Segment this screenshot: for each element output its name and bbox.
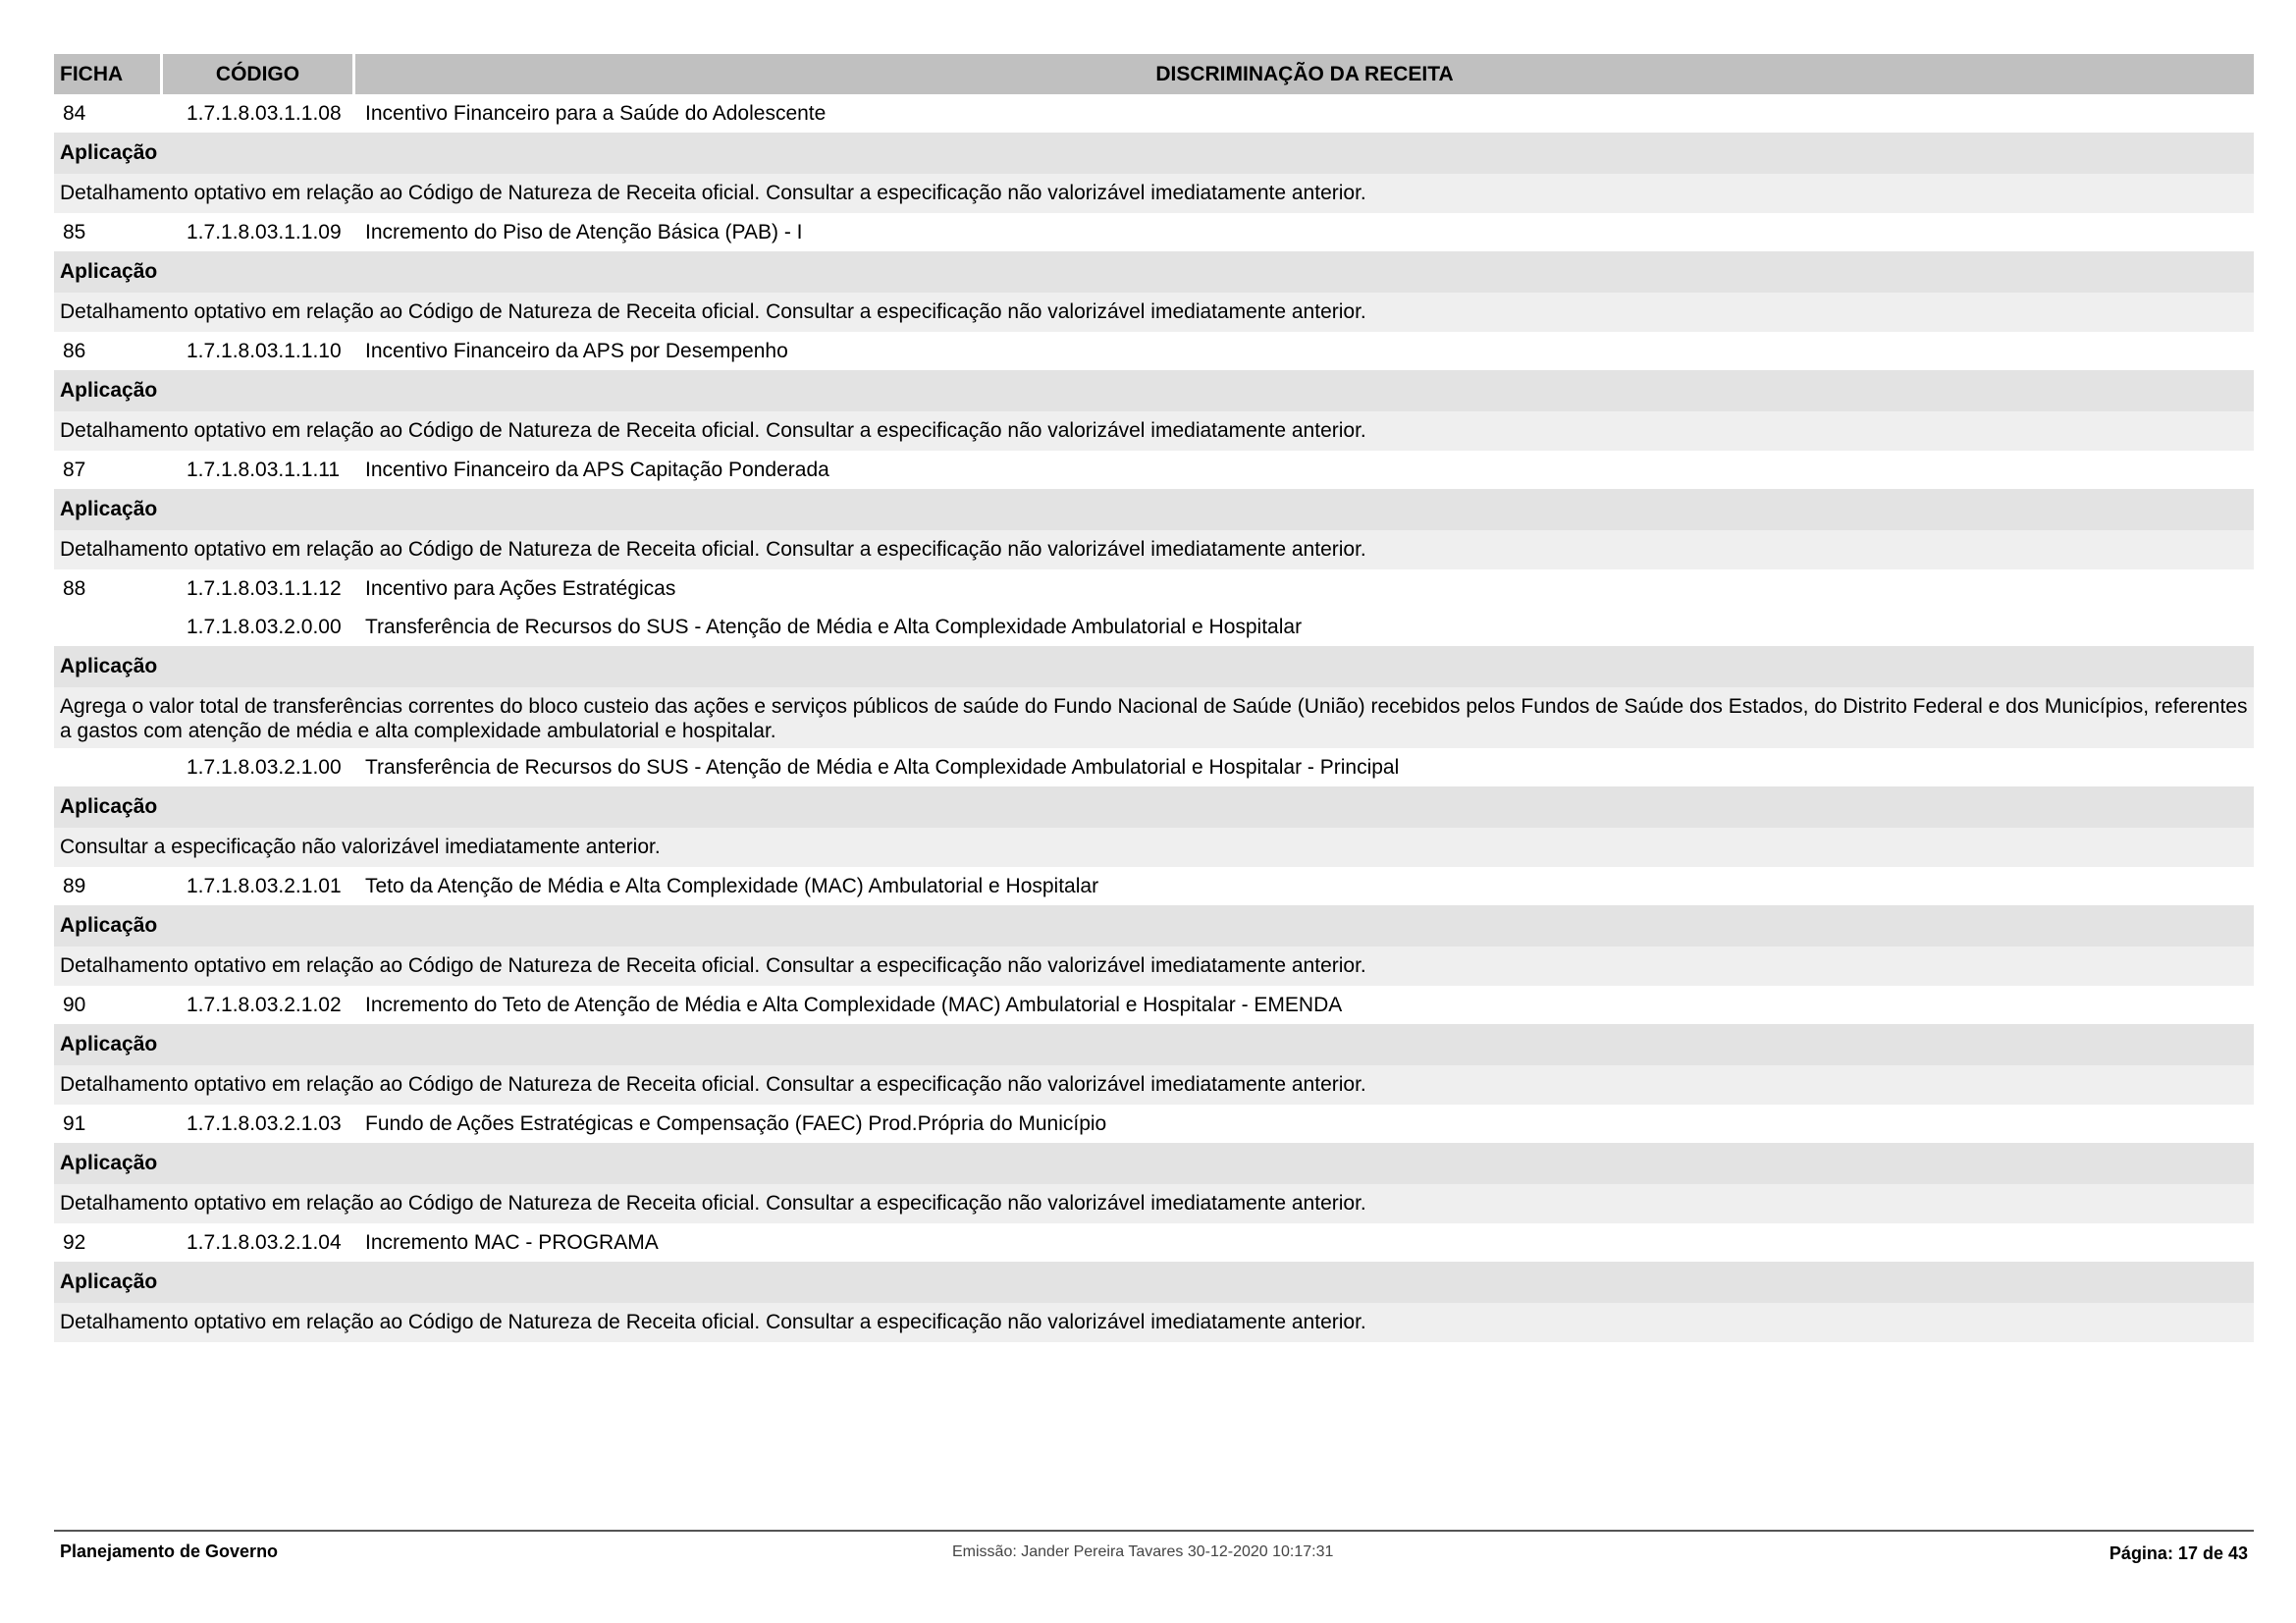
aplicacao-label-row: Aplicação [54, 133, 2254, 174]
aplicacao-text-row: Detalhamento optativo em relação ao Código de Natureza de Receita oficial. Consultar a especificação não valorizável imediatamente anterior. [54, 1184, 2254, 1223]
page-footer [54, 1530, 2254, 1571]
codigo-cell: 1.7.1.8.03.2.1.03 [187, 1111, 342, 1135]
table-header [54, 54, 2254, 94]
aplicacao-text-row: Detalhamento optativo em relação ao Código de Natureza de Receita oficial. Consultar a especificação não valorizável imediatamente anterior. [54, 411, 2254, 451]
aplicacao-label-row: Aplicação [54, 1024, 2254, 1065]
codigo-cell: 1.7.1.8.03.1.1.10 [187, 339, 342, 362]
revenue-item-row [54, 867, 2254, 905]
codigo-cell: 1.7.1.8.03.2.1.02 [187, 993, 342, 1016]
ficha-cell: 92 [63, 1230, 86, 1254]
descricao-cell: Incentivo Financeiro para a Saúde do Adolescente [365, 101, 827, 125]
ficha-cell: 88 [63, 576, 86, 600]
descricao-cell: Transferência de Recursos do SUS - Atenção de Média e Alta Complexidade Ambulatorial e Hospitalar [365, 615, 1303, 638]
revenue-item-row [54, 94, 2254, 133]
aplicacao-text-row: Agrega o valor total de transferências correntes do bloco custeio das ações e serviços públicos de saúde do Fundo Nacional de Saúde (União) recebidos pelos Fundos de Saúde dos Estados, do Distrito Federal e dos Municípios, referentes a gastos com atenção de média e alta complexidade ambulatorial e hospitalar. [54, 687, 2254, 748]
footer-emission: Emissão: Jander Pereira Tavares 30-12-2020 10:17:31 [952, 1543, 1334, 1560]
aplicacao-text-row: Detalhamento optativo em relação ao Código de Natureza de Receita oficial. Consultar a especificação não valorizável imediatamente anterior. [54, 947, 2254, 986]
codigo-cell: 1.7.1.8.03.1.1.09 [187, 220, 342, 243]
revenue-item-row [54, 213, 2254, 251]
descricao-cell: Incentivo para Ações Estratégicas [365, 576, 676, 600]
aplicacao-label-row: Aplicação [54, 786, 2254, 828]
aplicacao-label-row: Aplicação [54, 489, 2254, 530]
footer-page-number: Página: 17 de 43 [2109, 1543, 2248, 1563]
aplicacao-text-row: Detalhamento optativo em relação ao Código de Natureza de Receita oficial. Consultar a especificação não valorizável imediatamente anterior. [54, 174, 2254, 213]
codigo-cell: 1.7.1.8.03.2.1.04 [187, 1230, 342, 1254]
ficha-cell: 86 [63, 339, 86, 362]
aplicacao-text-row: Detalhamento optativo em relação ao Código de Natureza de Receita oficial. Consultar a especificação não valorizável imediatamente anterior. [54, 1303, 2254, 1342]
codigo-cell: 1.7.1.8.03.2.0.00 [187, 615, 342, 638]
aplicacao-text-row: Consultar a especificação não valorizável imediatamente anterior. [54, 828, 2254, 867]
table-body [54, 94, 2254, 1342]
ficha-cell: 91 [63, 1111, 86, 1135]
descricao-cell: Transferência de Recursos do SUS - Atenção de Média e Alta Complexidade Ambulatorial e Hospitalar - Principal [365, 755, 1400, 779]
codigo-cell: 1.7.1.8.03.2.1.01 [187, 874, 342, 897]
ficha-cell: 85 [63, 220, 86, 243]
revenue-item-row [54, 1223, 2254, 1262]
ficha-cell: 87 [63, 458, 86, 481]
descricao-cell: Teto da Atenção de Média e Alta Complexidade (MAC) Ambulatorial e Hospitalar [365, 874, 1099, 897]
descricao-cell: Incentivo Financeiro da APS Capitação Ponderada [365, 458, 829, 481]
aplicacao-text-row: Detalhamento optativo em relação ao Código de Natureza de Receita oficial. Consultar a especificação não valorizável imediatamente anterior. [54, 293, 2254, 332]
revenue-item-row [54, 451, 2254, 489]
codigo-cell: 1.7.1.8.03.1.1.12 [187, 576, 342, 600]
aplicacao-label-row: Aplicação [54, 1262, 2254, 1303]
codigo-cell: 1.7.1.8.03.2.1.00 [187, 755, 342, 779]
aplicacao-label-row: Aplicação [54, 370, 2254, 411]
ficha-cell: 84 [63, 101, 86, 125]
aplicacao-text-row: Detalhamento optativo em relação ao Código de Natureza de Receita oficial. Consultar a especificação não valorizável imediatamente anterior. [54, 530, 2254, 569]
revenue-item-row [54, 569, 2254, 608]
header-codigo: CÓDIGO [163, 54, 352, 94]
ficha-cell: 90 [63, 993, 86, 1016]
revenue-item-row [54, 608, 2254, 646]
revenue-item-row [54, 1105, 2254, 1143]
revenue-item-row [54, 748, 2254, 786]
footer-department: Planejamento de Governo [60, 1542, 279, 1561]
revenue-item-row [54, 332, 2254, 370]
codigo-cell: 1.7.1.8.03.1.1.08 [187, 101, 342, 125]
descricao-cell: Incremento do Teto de Atenção de Média e Alta Complexidade (MAC) Ambulatorial e Hospitalar - EMENDA [365, 993, 1343, 1016]
aplicacao-label-row: Aplicação [54, 1143, 2254, 1184]
descricao-cell: Incremento do Piso de Atenção Básica (PAB) - I [365, 220, 803, 243]
aplicacao-label-row: Aplicação [54, 251, 2254, 293]
descricao-cell: Fundo de Ações Estratégicas e Compensação (FAEC) Prod.Própria do Município [365, 1111, 1107, 1135]
aplicacao-label-row: Aplicação [54, 646, 2254, 687]
aplicacao-text-row: Detalhamento optativo em relação ao Código de Natureza de Receita oficial. Consultar a especificação não valorizável imediatamente anterior. [54, 1065, 2254, 1105]
header-ficha: FICHA [54, 54, 160, 94]
ficha-cell: 89 [63, 874, 86, 897]
codigo-cell: 1.7.1.8.03.1.1.11 [187, 458, 341, 481]
aplicacao-label-row: Aplicação [54, 905, 2254, 947]
header-descricao: DISCRIMINAÇÃO DA RECEITA [355, 54, 2254, 94]
revenue-table [54, 54, 2254, 1342]
revenue-item-row [54, 986, 2254, 1024]
descricao-cell: Incremento MAC - PROGRAMA [365, 1230, 659, 1254]
descricao-cell: Incentivo Financeiro da APS por Desempenho [365, 339, 788, 362]
